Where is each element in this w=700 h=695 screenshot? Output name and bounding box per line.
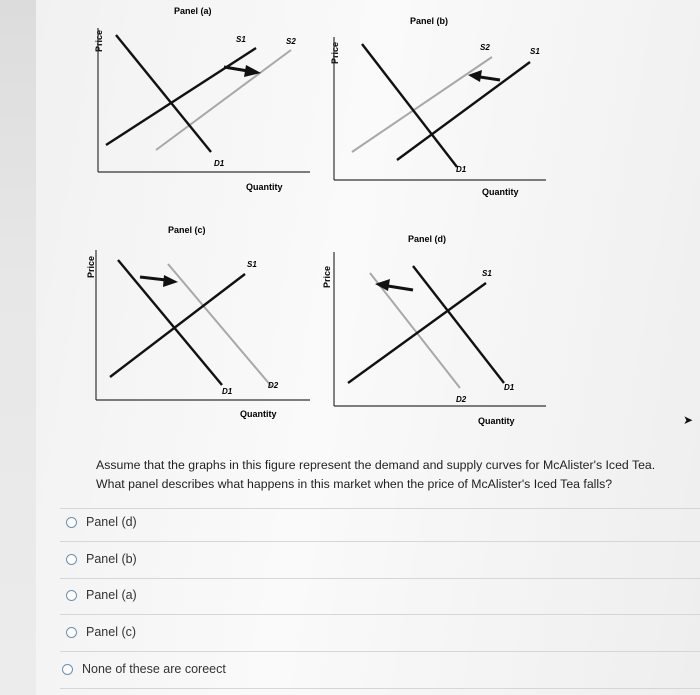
answer-option-label: None of these are coreect xyxy=(82,662,226,676)
panel-c-title: Panel (c) xyxy=(168,225,206,235)
panel-b-demand-1-curve xyxy=(362,44,457,167)
answer-option-label: Panel (c) xyxy=(86,625,137,639)
panel-c-d1-label: D1 xyxy=(222,387,233,396)
mouse-cursor-icon: ➤ xyxy=(683,413,694,427)
panel-b-x-label: Quantity xyxy=(482,187,519,197)
panel-d-s1-label: S1 xyxy=(482,269,492,278)
panel-b-s2-label: S2 xyxy=(480,43,490,52)
divider xyxy=(60,541,700,542)
panel-a-demand-1-curve xyxy=(116,35,211,152)
panel-b-graph xyxy=(322,2,550,207)
answer-option-label: Panel (b) xyxy=(86,552,137,566)
divider xyxy=(60,651,700,652)
panel-a-graph xyxy=(86,0,316,200)
answer-option-label: Panel (d) xyxy=(86,515,137,529)
panel-a-x-label: Quantity xyxy=(246,182,283,192)
panel-c-demand-2-curve xyxy=(168,264,272,387)
question-line-1: Assume that the graphs in this figure represent the demand and supply curves for McAlister's Iced Tea. xyxy=(96,458,656,472)
panel-c-s1-label: S1 xyxy=(247,260,257,269)
panel-a-y-label: Price xyxy=(94,29,104,52)
radio-button[interactable] xyxy=(62,664,73,675)
panel-c xyxy=(82,222,314,427)
answer-option-panel-c[interactable] xyxy=(66,622,136,642)
panel-d-demand-2-curve xyxy=(370,273,460,388)
panel-c-x-label: Quantity xyxy=(240,409,277,419)
panel-b-title: Panel (b) xyxy=(410,16,449,26)
divider xyxy=(60,508,700,509)
panel-d-shift-arrow-left xyxy=(375,279,413,291)
panel-a-title: Panel (a) xyxy=(174,6,212,16)
radio-button[interactable] xyxy=(66,517,77,528)
panel-c-supply-1-curve xyxy=(110,274,245,377)
panel-c-d2-label: D2 xyxy=(268,381,279,390)
panel-d-x-label: Quantity xyxy=(478,416,515,426)
panel-c-shift-arrow-right xyxy=(140,275,178,287)
divider xyxy=(60,614,700,615)
panel-b-d1-label: D1 xyxy=(456,165,467,174)
panel-b xyxy=(322,2,550,207)
panel-c-graph xyxy=(82,222,314,427)
panel-d-d2-label: D2 xyxy=(456,395,467,404)
panel-a-s2-label: S2 xyxy=(286,37,296,46)
radio-button[interactable] xyxy=(66,554,77,565)
radio-button[interactable] xyxy=(66,590,77,601)
panel-a-s1-label: S1 xyxy=(236,35,246,44)
answer-option-label: Panel (a) xyxy=(86,588,137,602)
divider xyxy=(60,578,700,579)
question-text xyxy=(96,456,696,494)
answer-option-panel-d[interactable] xyxy=(66,512,137,532)
panel-d-title: Panel (d) xyxy=(408,234,447,244)
panel-b-y-label: Price xyxy=(330,41,340,64)
panel-d xyxy=(318,228,550,433)
panel-d-d1-label: D1 xyxy=(504,383,515,392)
panel-d-y-label: Price xyxy=(322,265,332,288)
answer-option-panel-b[interactable] xyxy=(66,549,137,569)
answer-option-panel-a[interactable] xyxy=(66,585,137,605)
divider xyxy=(60,688,700,689)
panel-b-s1-label: S1 xyxy=(530,47,540,56)
question-line-2: What panel describes what happens in this market when the price of McAlister's Iced Tea falls? xyxy=(96,477,613,491)
panel-d-demand-1-curve xyxy=(413,266,504,383)
panel-a xyxy=(86,0,316,200)
panel-c-y-label: Price xyxy=(86,255,96,278)
panel-a-d1-label: D1 xyxy=(214,159,225,168)
answer-option-none[interactable] xyxy=(62,659,226,679)
panel-b-shift-arrow-left xyxy=(468,70,500,82)
panel-d-graph xyxy=(318,228,550,433)
radio-button[interactable] xyxy=(66,627,77,638)
